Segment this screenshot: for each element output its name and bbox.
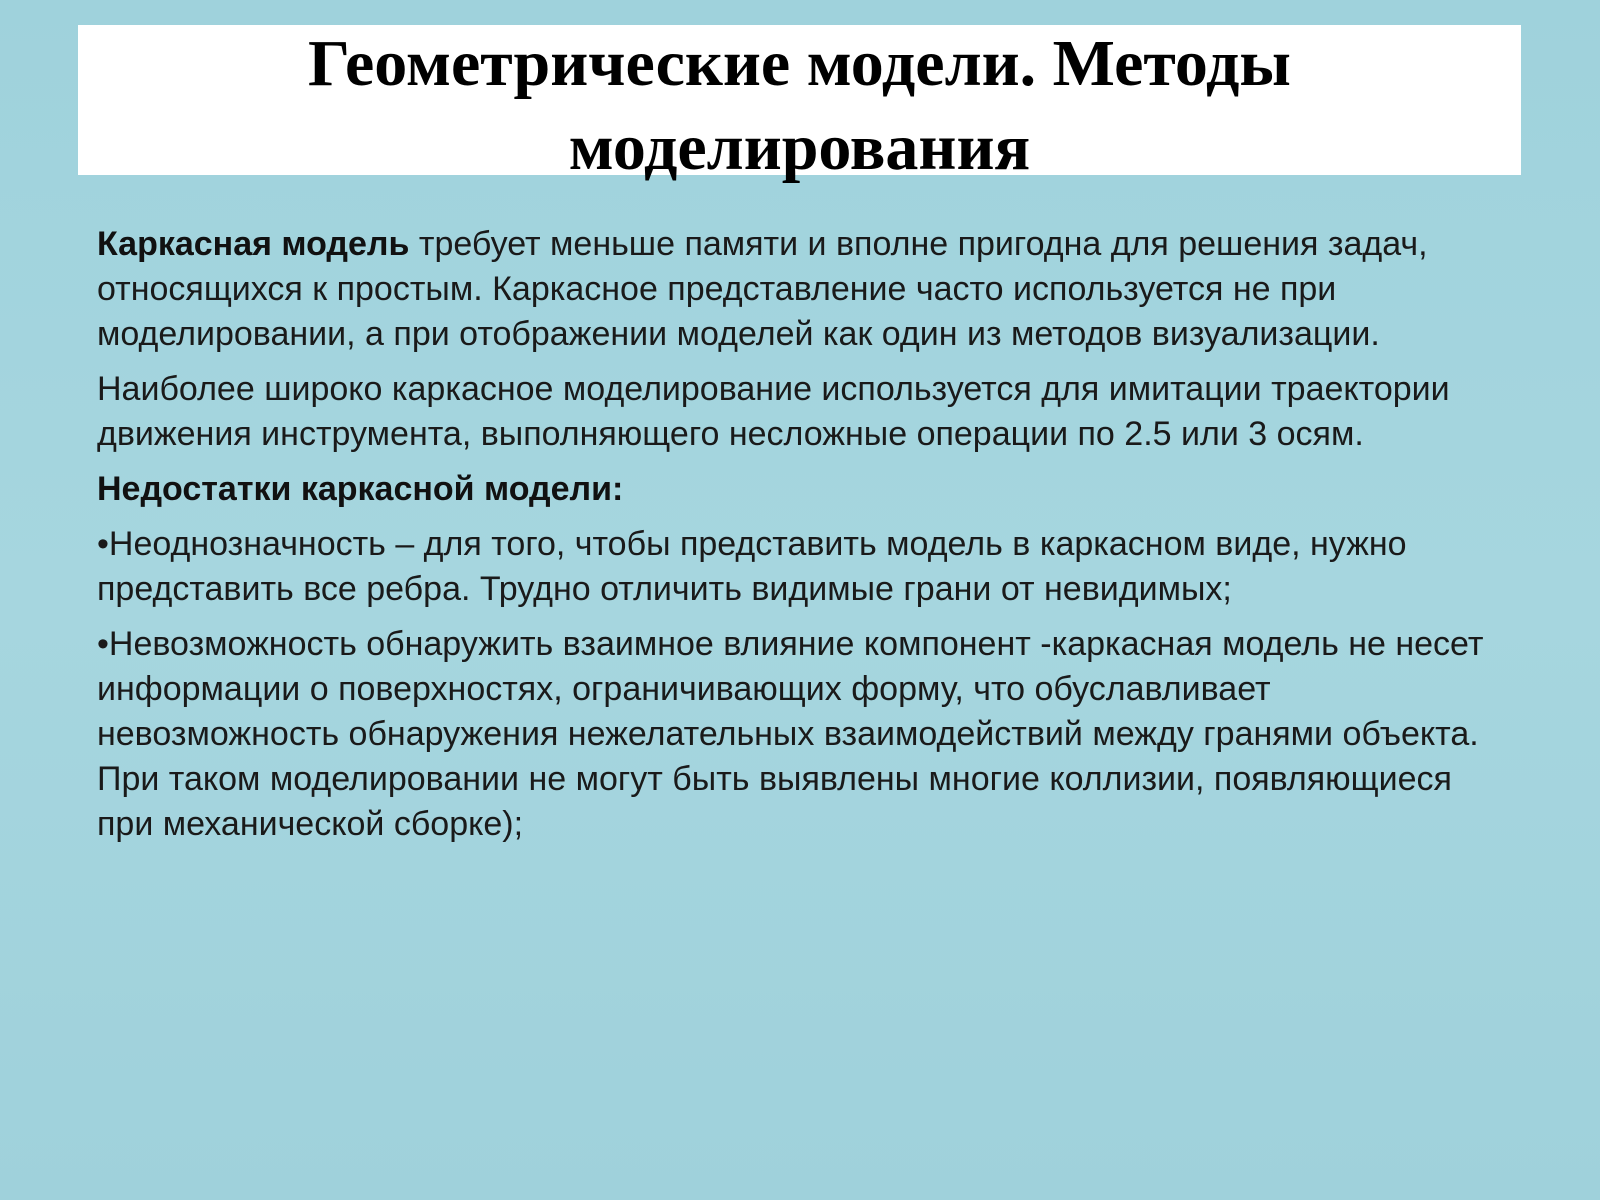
slide-title: Геометрические модели. Методы моделирования bbox=[308, 27, 1291, 184]
slide-body bbox=[97, 222, 1517, 857]
paragraph-lead: Каркасная модель bbox=[97, 225, 410, 263]
bullet-no-interference-detection: •Невозможность обнаружить взаимное влияние компонент -каркасная модель не несет информации о поверхностях, ограничивающих форму, что обуславливает невозможность обнаружения нежелательных взаимодействий между гранями объекта. При таком моделировании не могут быть выявлены многие коллизии, появляющиеся при механической сборке); bbox=[97, 625, 1484, 843]
drawbacks-heading bbox=[97, 467, 1517, 512]
paragraph-text: требует меньше памяти и вполне пригодна для решения задач, относящихся к простым. Каркасное представление часто используется не при моделировании, а при отображении моделей как один из методов визуализации. bbox=[97, 225, 1428, 353]
drawbacks-heading-text: Недостатки каркасной модели: bbox=[97, 470, 624, 508]
paragraph-wireframe-model bbox=[97, 222, 1517, 357]
paragraph-usage: Наиболее широко каркасное моделирование используется для имитации траектории движения инструмента, выполняющего несложные операции по 2.5 или 3 осям. bbox=[97, 370, 1450, 453]
bullet-ambiguity: •Неоднозначность – для того, чтобы представить модель в каркасном виде, нужно представить все ребра. Трудно отличить видимые грани от невидимых; bbox=[97, 525, 1407, 608]
